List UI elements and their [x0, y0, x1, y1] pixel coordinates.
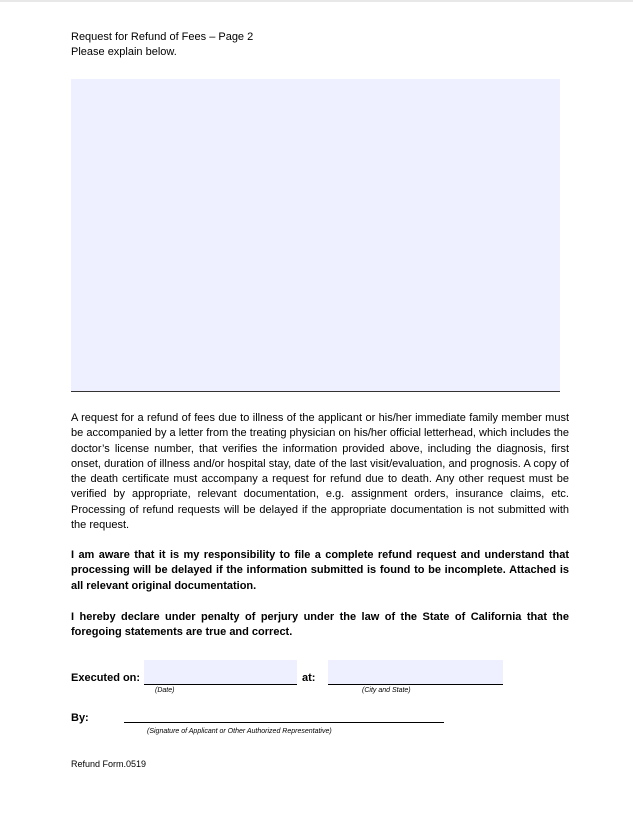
executed-on-label: Executed on:: [71, 672, 141, 684]
explanation-text-field[interactable]: [71, 79, 560, 392]
page-title: Request for Refund of Fees – Page 2: [71, 31, 254, 43]
date-field[interactable]: [144, 660, 297, 685]
acknowledgement-statement: I am aware that it is my responsibility to file a complete refund request and understand that processing will be delayed if the information submitted is found to be incomplete. Attached is all relevant original documentation.: [71, 549, 569, 592]
signature-caption: (Signature of Applicant or Other Authorized Representative): [147, 728, 332, 735]
by-label: By:: [71, 712, 89, 724]
explain-instruction: Please explain below.: [71, 46, 177, 58]
city-state-caption: (City and State): [362, 687, 411, 694]
signature-line[interactable]: [124, 722, 444, 723]
page-top-edge: [0, 0, 633, 2]
form-id-footer: Refund Form.0519: [71, 759, 147, 769]
date-caption: (Date): [155, 687, 175, 694]
perjury-declaration: I hereby declare under penalty of perjury under the law of the State of California that the foregoing statements are true and correct.: [71, 611, 569, 639]
refund-requirements-paragraph: A request for a refund of fees due to illness of the applicant or his/her immediate family member must be accompanied by a letter from the treating physician on his/her official letterhead, which includes the doctor’s license number, that verifies the information provided above, including the diagnosis, first onset, duration of illness and/or hospital stay, date of the last visit/evaluation, and prognosis. A copy of the death certificate must accompany a request for refund due to death. Any other request must be verified by appropriate, relevant documentation, e.g. assignment orders, insurance claims, etc. Processing of refund requests will be delayed if the appropriate documentation is not submitted with the request.: [71, 412, 569, 532]
page-header: [71, 30, 253, 60]
city-state-field[interactable]: [328, 660, 503, 685]
at-label: at:: [302, 672, 316, 684]
